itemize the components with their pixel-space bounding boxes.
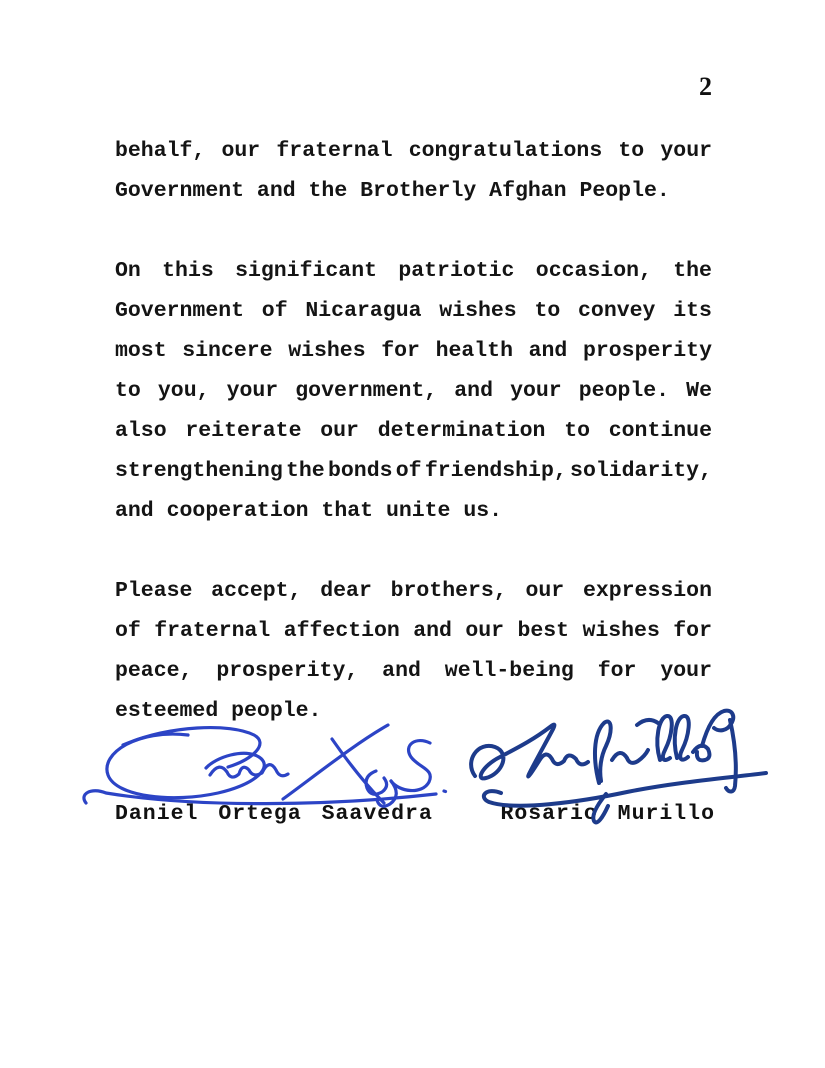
- text-line: Please accept, dear brothers, our expression: [115, 579, 712, 603]
- page-number: 2: [699, 72, 712, 101]
- text-line: strengthening the bonds of friendship, solidarity,: [115, 459, 712, 483]
- text-line: esteemed people.: [115, 699, 322, 723]
- text-line: behalf, our fraternal congratulations to your: [115, 139, 712, 163]
- text-line: of fraternal affection and our best wishes for: [115, 619, 712, 643]
- letter-body: [115, 131, 712, 771]
- rosario-murillo-signature: [455, 690, 775, 840]
- text-line: and cooperation that unite us.: [115, 499, 503, 523]
- signatory-name-rosario-murillo: Rosario Murillo: [500, 802, 715, 826]
- paragraph: [115, 251, 712, 531]
- text-line: to you, your government, and your people. We: [115, 379, 712, 403]
- text-line: Government of Nicaragua wishes to convey its: [115, 299, 712, 323]
- daniel-ortega-signature: [78, 713, 458, 815]
- text-line: also reiterate our determination to continue: [115, 419, 712, 443]
- signatory-name-daniel-ortega: Daniel Ortega Saavedra: [115, 802, 433, 826]
- text-line: most sincere wishes for health and prosperity: [115, 339, 712, 363]
- paragraph: [115, 131, 712, 211]
- text-line: Government and the Brotherly Afghan People.: [115, 179, 670, 203]
- text-line: On this significant patriotic occasion, the: [115, 259, 712, 283]
- text-line: peace, prosperity, and well-being for your: [115, 659, 712, 683]
